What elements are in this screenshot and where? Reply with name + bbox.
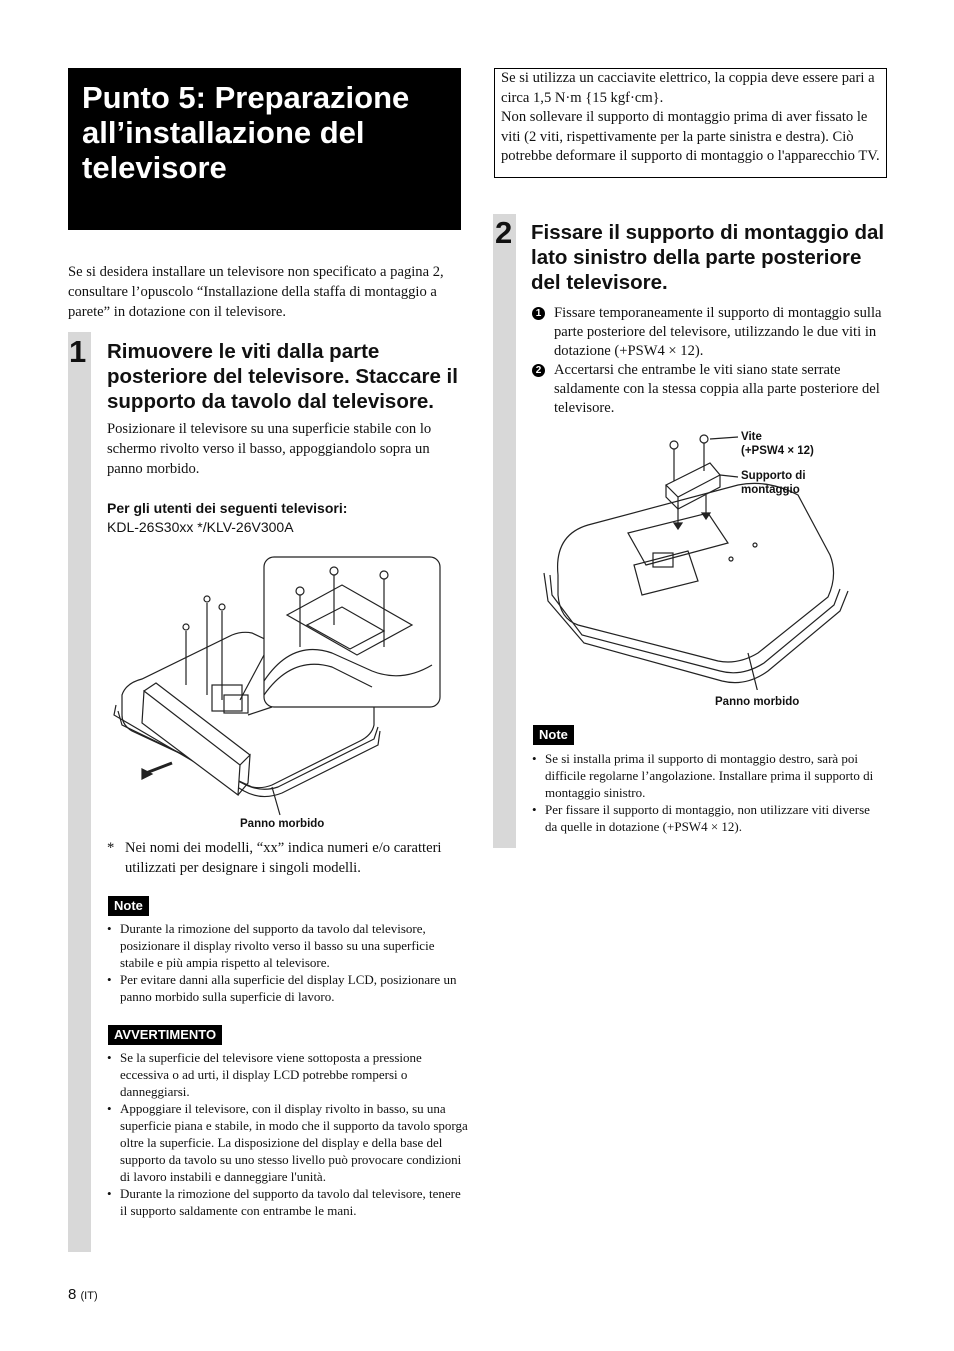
title-box (68, 68, 461, 230)
bracket-label-line-1: Supporto di (741, 470, 806, 482)
step-1-body: Posizionare il televisore su una superficie stabile con lo schermo rivolto verso il basso, appoggiandolo sopra un panno morbido. (107, 421, 432, 477)
list-item: • Durante la rimozione del supporto da tavolo dal televisore, tenere il supporto saldamente con entrambe le mani. (107, 1185, 469, 1219)
step-1-bar (68, 332, 91, 1252)
step-2-number: 2 (495, 215, 513, 250)
list-item: • Appoggiare il televisore, con il display rivolto in basso, su una superficie piana e stabile, in modo che il supporto da tavolo sporga oltre la superficie. La disposizione del display e della base del supporto da tavolo su uno stesso livello può provocare condizioni di lavoro instabili e danneggiare l'unità. (107, 1100, 469, 1185)
footnote (107, 838, 467, 878)
bracket-label (741, 469, 806, 497)
page-number: 8 (68, 1286, 77, 1303)
tv-stand-removal-illustration (112, 555, 447, 833)
footnote-text: Nei nomi dei modelli, “xx” indica numeri e/o caratteri utilizzati per designare i singoli modelli. (125, 840, 442, 876)
users-models: KDL-26S30xx */KLV-26V300A (107, 519, 294, 535)
warning-label: AVVERTIMENTO (108, 1025, 222, 1045)
step-2-cloth-label: Panno morbido (715, 696, 800, 708)
screw-label (741, 430, 814, 458)
bracket-mounting-illustration (538, 425, 858, 690)
note-label: Note (108, 896, 149, 916)
step-1-cloth-label: Panno morbido (240, 818, 325, 830)
circled-number: 2 (532, 364, 545, 377)
caution-line-1: Se si utilizza un cacciavite elettrico, la coppia deve essere pari a circa 1,5 N·m {15 kgf·cm}. (501, 70, 875, 106)
screw-label-line-1: Vite (741, 431, 762, 443)
item-text: Fissare temporaneamente il supporto di montaggio sulla parte posteriore del televisore, utilizzando le due viti in dotazione (+PSW4 × 12). (554, 305, 882, 359)
footnote-mark: * (107, 840, 115, 856)
step-1-note-badge (108, 896, 149, 916)
list-item (532, 304, 888, 361)
caution-line-2: Non sollevare il supporto di montaggio prima di aver fissato le viti (2 viti, rispettivamente per la parte sinistra e destra). Ciò potrebbe deformare il supporto di montaggio o l'apparecchio TV. (501, 109, 880, 164)
page-footer (68, 1286, 98, 1303)
step-2-bar (493, 214, 516, 848)
list-item: • Se si installa prima il supporto di montaggio destro, sarà poi difficile regolarne l’angolazione. Installare prima il supporto di montaggio sinistro. (532, 750, 877, 801)
step-2-heading: Fissare il supporto di montaggio dal lato sinistro della parte posteriore del televisore. (531, 221, 885, 294)
page-lang: (IT) (80, 1290, 98, 1302)
note-label: Note (533, 725, 574, 745)
list-item: • Se la superficie del televisore viene sottoposta a pressione eccessiva o ad urti, il display LCD potrebbe rompersi o danneggiarsi. (107, 1049, 469, 1100)
step-1-notes (107, 920, 469, 1005)
warning-badge (108, 1025, 222, 1045)
step-2-items (532, 304, 888, 418)
step-1-warnings (107, 1049, 469, 1219)
caution-box (494, 68, 887, 178)
step-1-number: 1 (69, 334, 87, 369)
list-item: • Durante la rimozione del supporto da tavolo dal televisore, posizionare il display rivolto verso il basso su una superficie stabile e più ampia rispetto al televisore. (107, 920, 469, 971)
bracket-label-line-2: montaggio (741, 484, 800, 496)
circled-number: 1 (532, 307, 545, 320)
users-block (107, 499, 467, 537)
list-item (532, 361, 888, 418)
users-heading: Per gli utenti dei seguenti televisori: (107, 500, 348, 516)
page-title: Punto 5: Preparazione all’installazione del televisore (82, 80, 410, 185)
step-1-heading: Rimuovere le viti dalla parte posteriore del televisore. Staccare il supporto da tavolo dal televisore. (107, 340, 458, 413)
step-2-note-badge (533, 725, 574, 745)
item-text: Accertarsi che entrambe le viti siano state serrate saldamente con la stessa coppia alla parte posteriore del televisore. (554, 362, 880, 416)
list-item: • Per evitare danni alla superficie del display LCD, posizionare un panno morbido sulla superficie di lavoro. (107, 971, 469, 1005)
screw-label-line-2: (+PSW4 × 12) (741, 445, 814, 457)
list-item: • Per fissare il supporto di montaggio, non utilizzare viti diverse da quelle in dotazione (+PSW4 × 12). (532, 801, 877, 835)
intro-text: Se si desidera installare un televisore non specificato a pagina 2, consultare l’opuscolo “Installazione della staffa di montaggio a parete” in dotazione con il televisore. (68, 264, 444, 320)
step-2-notes (532, 750, 877, 835)
